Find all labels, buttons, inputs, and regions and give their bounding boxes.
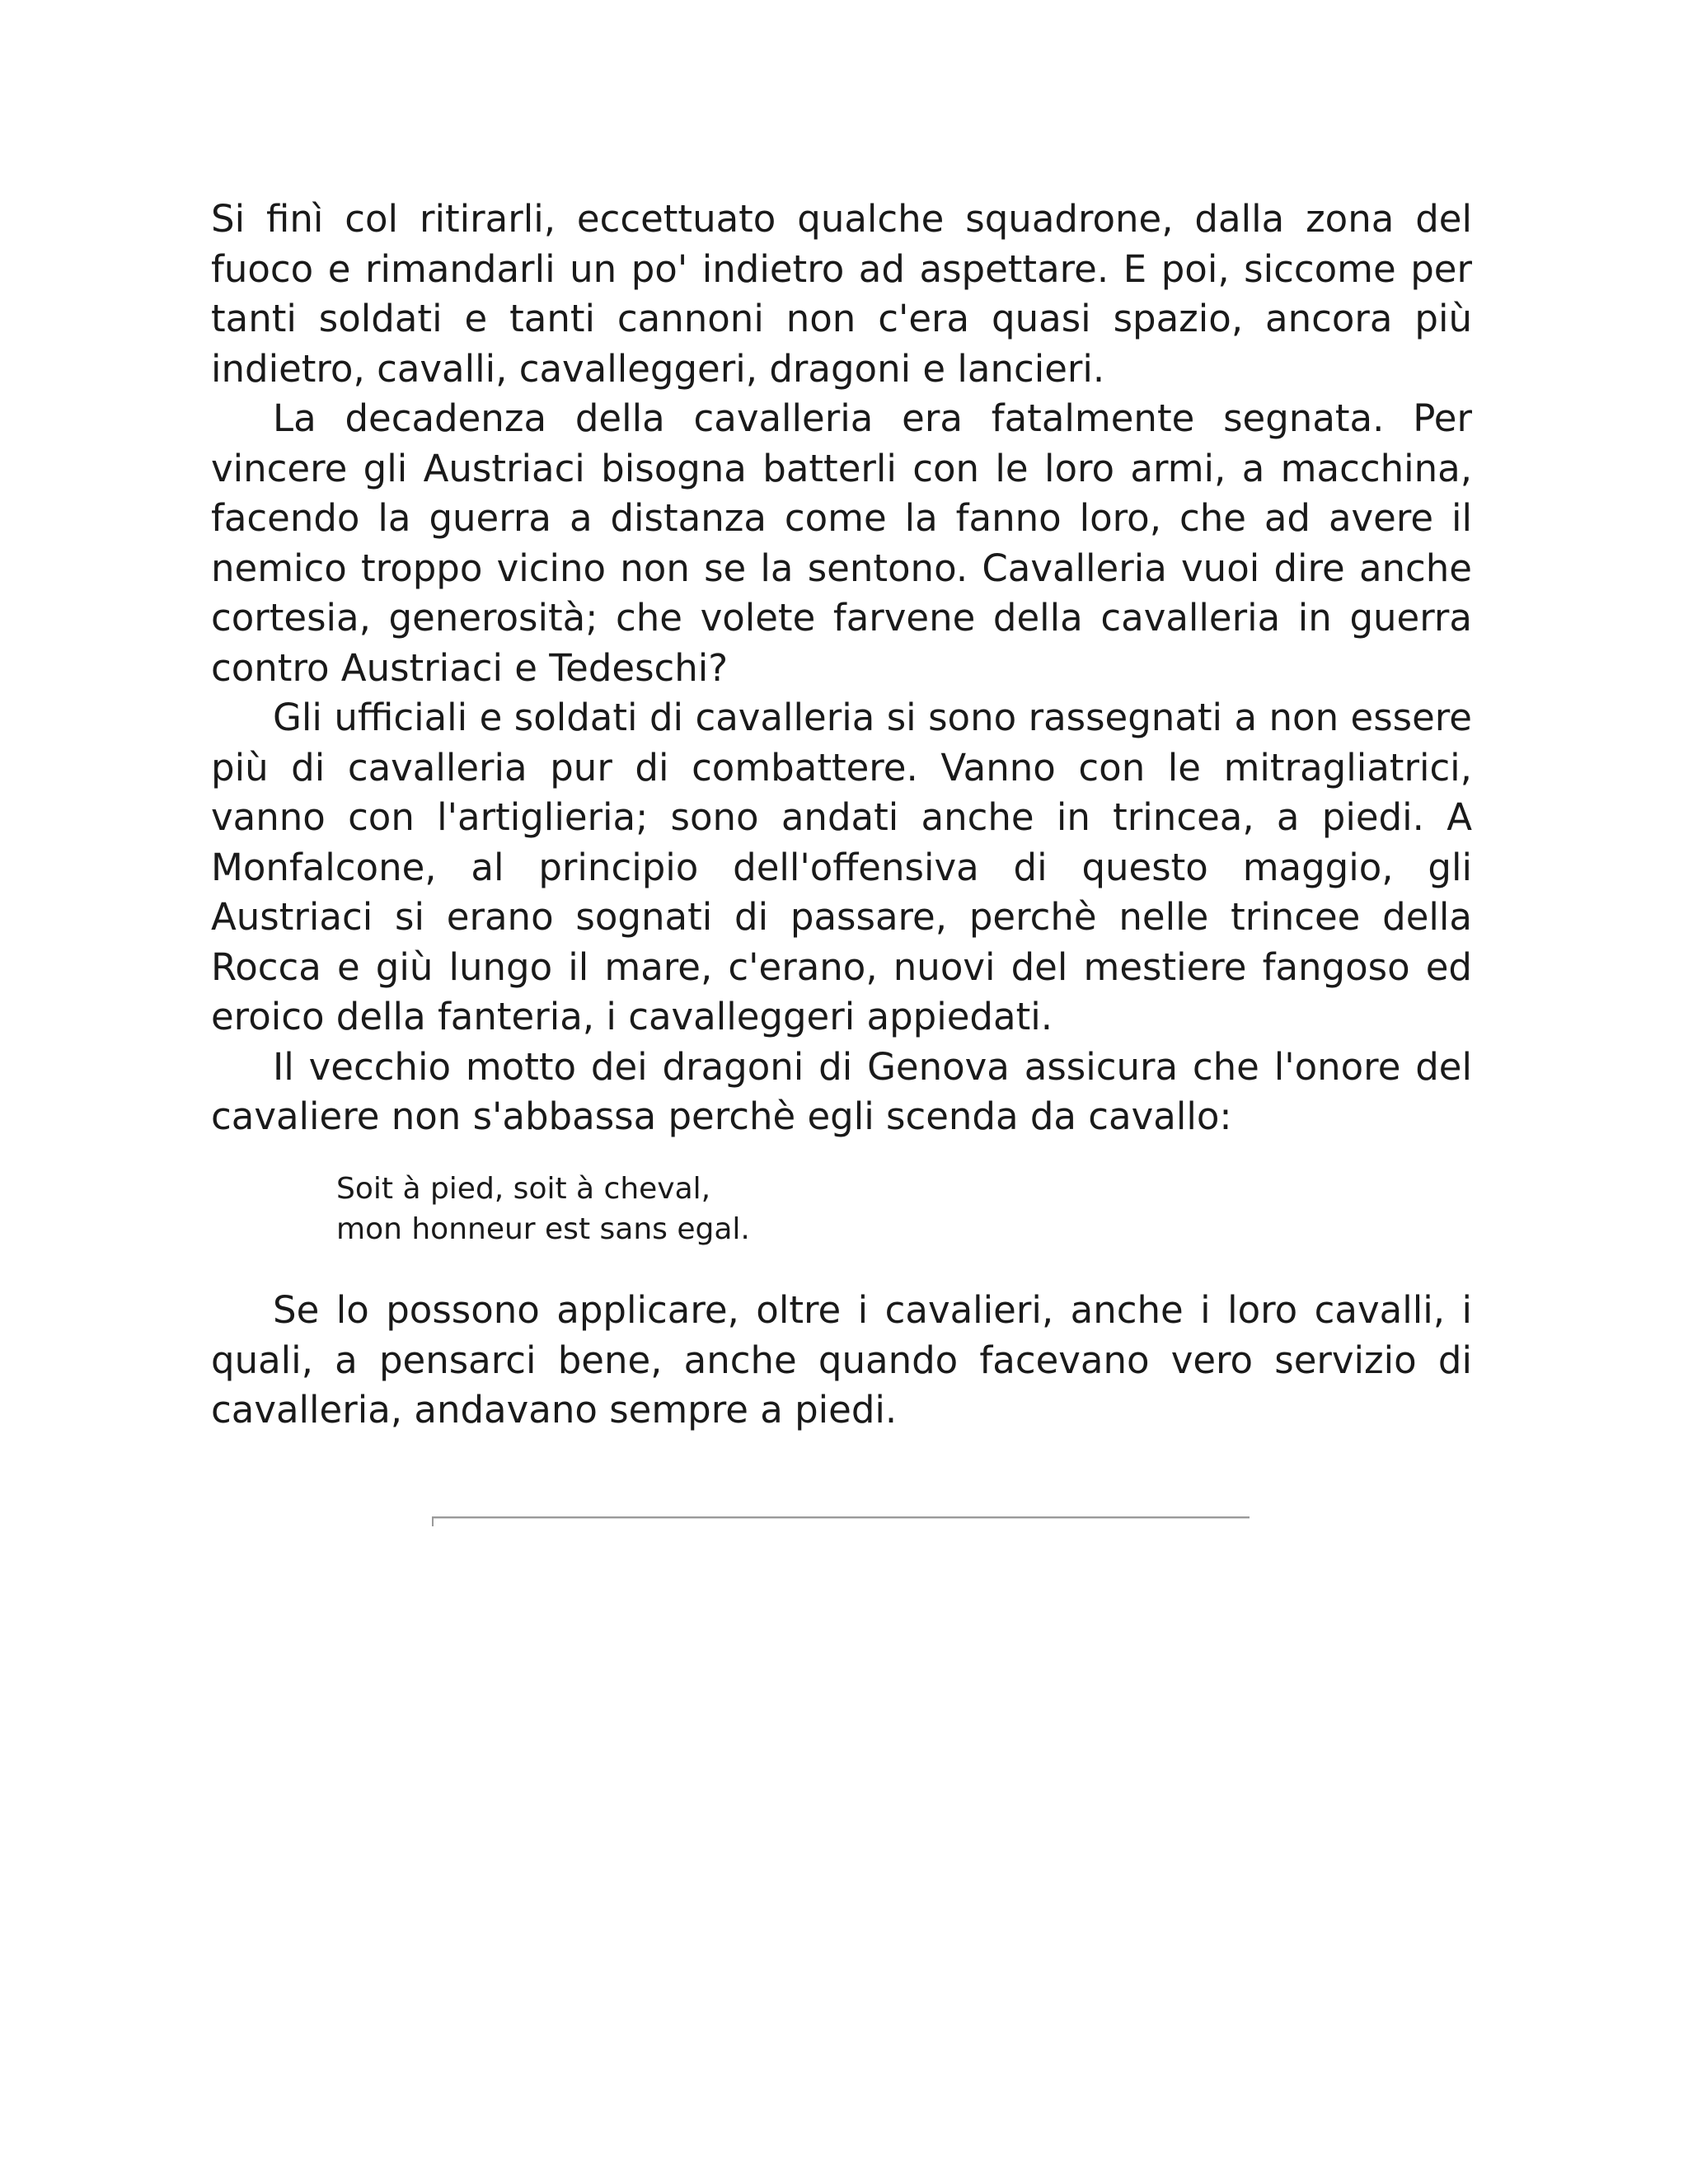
verse-line-1: Soit à pied, soit à cheval, <box>336 1172 711 1206</box>
paragraph-4: Il vecchio motto dei dragoni di Genova assicura che l'onore del cavaliere non s'abbassa perchè egli scenda da cavallo: <box>211 1044 1472 1138</box>
paragraph-1: Si finì col ritirarli, eccettuato qualche squadrone, dalla zona del fuoco e rimandarli un po' indietro ad aspettare. E poi, siccome per tanti soldati e tanti cannoni non c'era quasi spazio, ancora più indietro, cavalli, cavalleggeri, dragoni e lancieri. <box>211 197 1472 391</box>
paragraph-3: Gli ufficiali e soldati di cavalleria si sono rassegnati a non essere più di cavalleria pur di combattere. Vanno con le mitragliatrici, vanno con l'artiglieria; sono andati anche in trincea, a piedi. A Monfalcone, al principio dell'offensiva di questo maggio, gli Austriaci si erano sognati di passare, perchè nelle trincee della Rocca e giù lungo il mare, c'erano, nuovi del mestiere fangoso ed eroico della fanteria, i cavalleggeri appiedati. <box>211 696 1472 1038</box>
closing-paragraph: Se lo possono applicare, oltre i cavalieri, anche i loro cavalli, i quali, a pensarci bene, anche quando facevano vero servizio di cavalleria, andavano sempre a piedi. <box>211 1288 1472 1432</box>
body-text <box>211 194 1472 1142</box>
verse-line-2: mon honneur est sans egal. <box>336 1212 750 1246</box>
paragraph-2: La decadenza della cavalleria era fatalmente segnata. Per vincere gli Austriaci bisogna batterli con le loro armi, a macchina, facendo la guerra a distanza come la fanno loro, che ad avere il nemico troppo vicino non se la sentono. Cavalleria vuoi dire anche cortesia, generosità; che volete farvene della cavalleria in guerra contro Austriaci e Tedeschi? <box>211 396 1472 690</box>
verse-quote <box>336 1169 750 1249</box>
section-divider <box>432 1516 1250 1519</box>
